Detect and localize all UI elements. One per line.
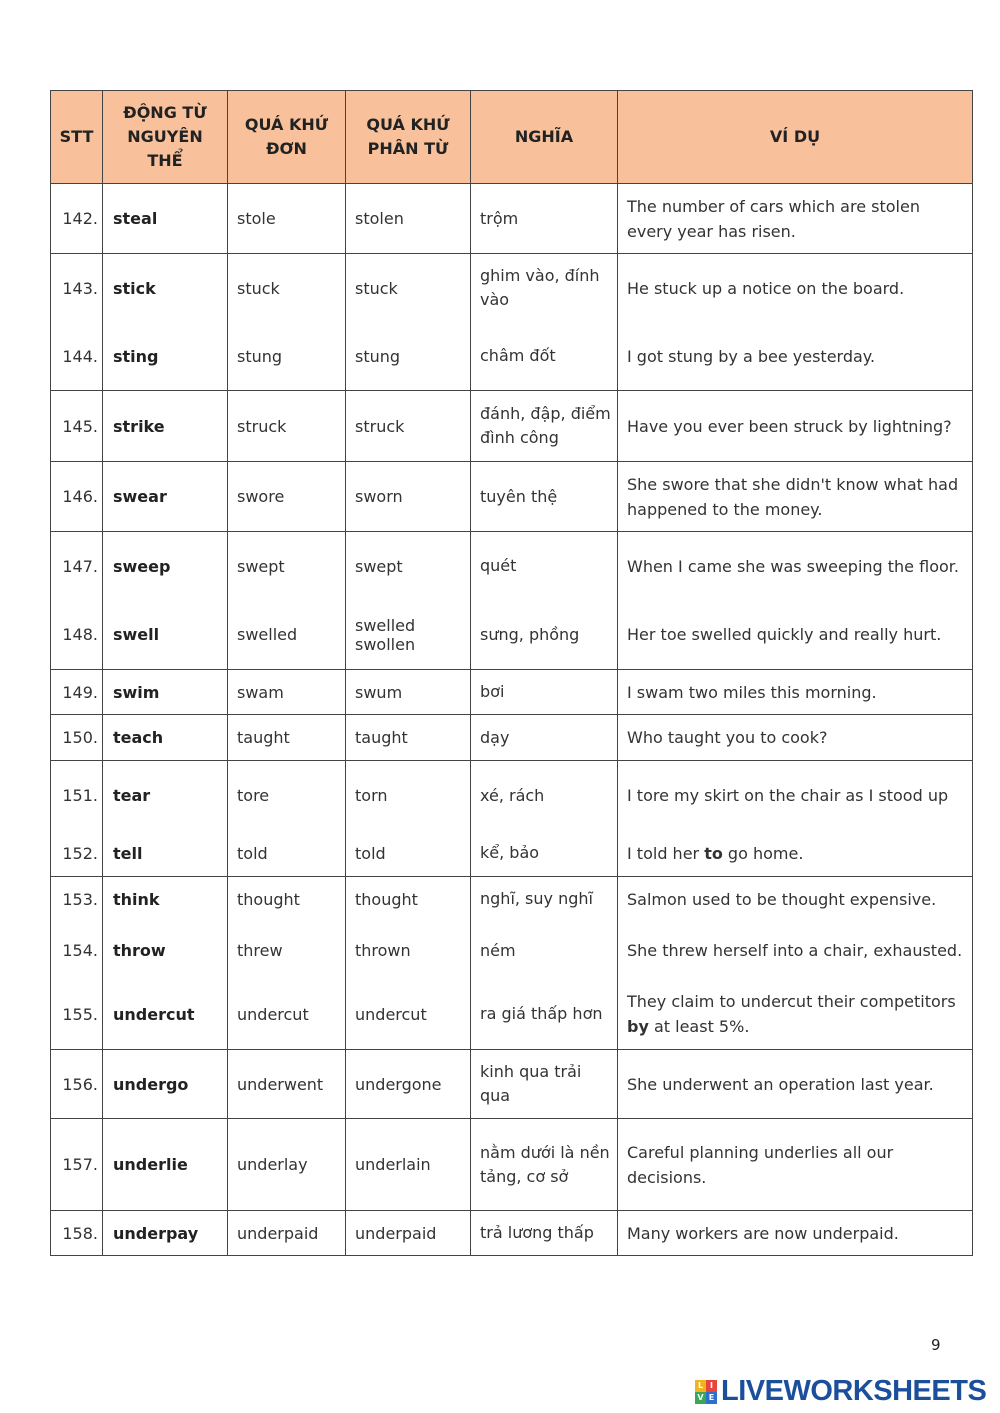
verb-past-simple: taught [228, 715, 346, 761]
verb-past-simple: stole [228, 184, 346, 254]
verb-past-participle: swelled swollen [346, 601, 471, 670]
example-text: They claim to undercut their competitors [627, 992, 956, 1012]
header-example: VÍ DỤ [618, 91, 973, 184]
verb-infinitive: tell [103, 831, 228, 877]
verb-infinitive: swell [103, 601, 228, 670]
example-emphasis: to [704, 843, 723, 863]
verb-past-participle: undergone [346, 1050, 471, 1119]
verb-example: I tore my skirt on the chair as I stood up [618, 761, 973, 831]
page-number: 9 [931, 1336, 941, 1354]
verb-past-simple: swore [228, 462, 346, 532]
verb-example: She threw herself into a chair, exhausted. [618, 922, 973, 980]
verb-infinitive: swear [103, 462, 228, 532]
verb-meaning: quét [471, 532, 618, 601]
table-row [51, 532, 973, 601]
verb-infinitive: steal [103, 184, 228, 254]
table-row [51, 1050, 973, 1119]
verb-past-participle: taught [346, 715, 471, 761]
table-row [51, 877, 973, 922]
header-past-participle: QUÁ KHỨ PHÂN TỪ [346, 91, 471, 184]
verb-past-participle: stuck [346, 254, 471, 323]
verb-infinitive: underlie [103, 1119, 228, 1211]
verb-meaning: trả lương thấp [471, 1211, 618, 1256]
verb-infinitive: teach [103, 715, 228, 761]
row-number: 158. [51, 1211, 103, 1256]
verb-meaning: dạy [471, 715, 618, 761]
verb-meaning: tuyên thệ [471, 462, 618, 532]
table-row [51, 462, 973, 532]
row-number: 154. [51, 922, 103, 980]
verb-past-participle: undercut [346, 980, 471, 1050]
verb-past-simple: underlay [228, 1119, 346, 1211]
logo-mark-icon [695, 1380, 717, 1404]
verb-meaning: ghim vào, đính vào [471, 254, 618, 323]
row-number: 144. [51, 323, 103, 391]
table-row [51, 1211, 973, 1256]
logo-letter: V [695, 1392, 706, 1404]
verb-example: He stuck up a notice on the board. [618, 254, 973, 323]
verb-past-participle: swept [346, 532, 471, 601]
verb-example: Careful planning underlies all our decisions. [618, 1119, 973, 1211]
verb-past-simple: undercut [228, 980, 346, 1050]
logo-letter: E [706, 1392, 717, 1404]
verb-example: She underwent an operation last year. [618, 1050, 973, 1119]
verb-meaning: đánh, đập, điểm đình công [471, 391, 618, 462]
row-number: 151. [51, 761, 103, 831]
example-text: I told her [627, 843, 705, 863]
verb-past-simple: told [228, 831, 346, 877]
verb-past-participle: stung [346, 323, 471, 391]
row-number: 147. [51, 532, 103, 601]
table-row [51, 323, 973, 391]
logo-letter: L [695, 1380, 706, 1392]
verb-infinitive: think [103, 877, 228, 922]
brand-name: LIVEWORKSHEETS [721, 1375, 987, 1407]
example-text: go home. [722, 843, 804, 863]
row-number: 142. [51, 184, 103, 254]
row-number: 143. [51, 254, 103, 323]
verb-past-simple: underpaid [228, 1211, 346, 1256]
verb-example [618, 831, 973, 877]
table-row [51, 715, 973, 761]
verb-example: Many workers are now underpaid. [618, 1211, 973, 1256]
liveworksheets-logo [695, 1375, 986, 1408]
verb-past-simple: underwent [228, 1050, 346, 1119]
row-number: 146. [51, 462, 103, 532]
table-row [51, 831, 973, 877]
verb-example: She swore that she didn't know what had happened to the money. [618, 462, 973, 532]
example-emphasis: by [627, 1017, 649, 1037]
header-stt: STT [51, 91, 103, 184]
verb-past-participle: stolen [346, 184, 471, 254]
verb-meaning: ra giá thấp hơn [471, 980, 618, 1050]
verb-meaning: châm đốt [471, 323, 618, 391]
header-infinitive: ĐỘNG TỪ NGUYÊN THỂ [103, 91, 228, 184]
row-number: 149. [51, 670, 103, 715]
table-row [51, 601, 973, 670]
table-row [51, 391, 973, 462]
header-past-simple: QUÁ KHỨ ĐƠN [228, 91, 346, 184]
row-number: 157. [51, 1119, 103, 1211]
verb-meaning: bơi [471, 670, 618, 715]
row-number: 148. [51, 601, 103, 670]
verb-infinitive: undercut [103, 980, 228, 1050]
verb-past-simple: stuck [228, 254, 346, 323]
verb-past-participle: thrown [346, 922, 471, 980]
table-body [51, 184, 973, 1256]
verb-past-participle: torn [346, 761, 471, 831]
irregular-verbs-table [50, 90, 973, 1256]
verb-infinitive: underpay [103, 1211, 228, 1256]
row-number: 152. [51, 831, 103, 877]
verb-meaning: kể, bảo [471, 831, 618, 877]
verb-example: I swam two miles this morning. [618, 670, 973, 715]
table-row [51, 1119, 973, 1211]
verb-past-simple: struck [228, 391, 346, 462]
verb-past-simple: swam [228, 670, 346, 715]
table-row [51, 761, 973, 831]
verb-infinitive: sting [103, 323, 228, 391]
verb-infinitive: undergo [103, 1050, 228, 1119]
verb-infinitive: tear [103, 761, 228, 831]
verb-past-simple: swelled [228, 601, 346, 670]
verb-meaning: kinh qua trải qua [471, 1050, 618, 1119]
verb-example: Have you ever been struck by lightning? [618, 391, 973, 462]
verb-past-participle: told [346, 831, 471, 877]
row-number: 150. [51, 715, 103, 761]
verb-infinitive: swim [103, 670, 228, 715]
verb-past-participle: thought [346, 877, 471, 922]
verb-past-simple: stung [228, 323, 346, 391]
verb-meaning: trộm [471, 184, 618, 254]
example-text: at least 5%. [648, 1017, 750, 1037]
verb-infinitive: sweep [103, 532, 228, 601]
verb-past-participle: sworn [346, 462, 471, 532]
verb-example: When I came she was sweeping the floor. [618, 532, 973, 601]
verb-example: Who taught you to cook? [618, 715, 973, 761]
verb-meaning: xé, rách [471, 761, 618, 831]
table-row [51, 922, 973, 980]
row-number: 153. [51, 877, 103, 922]
verb-past-participle: swum [346, 670, 471, 715]
logo-letter: I [706, 1380, 717, 1392]
verb-example: The number of cars which are stolen every year has risen. [618, 184, 973, 254]
verb-example: Her toe swelled quickly and really hurt. [618, 601, 973, 670]
verb-example: Salmon used to be thought expensive. [618, 877, 973, 922]
table-row [51, 980, 973, 1050]
verb-meaning: nghĩ, suy nghĩ [471, 877, 618, 922]
table-row [51, 670, 973, 715]
verb-past-simple: threw [228, 922, 346, 980]
verb-example: I got stung by a bee yesterday. [618, 323, 973, 391]
verb-past-simple: swept [228, 532, 346, 601]
verb-past-simple: tore [228, 761, 346, 831]
table-row [51, 184, 973, 254]
verb-example [618, 980, 973, 1050]
verb-past-participle: underpaid [346, 1211, 471, 1256]
verb-infinitive: strike [103, 391, 228, 462]
row-number: 145. [51, 391, 103, 462]
verb-meaning: nằm dưới là nền tảng, cơ sở [471, 1119, 618, 1211]
row-number: 155. [51, 980, 103, 1050]
verb-meaning: sưng, phồng [471, 601, 618, 670]
verb-infinitive: throw [103, 922, 228, 980]
row-number: 156. [51, 1050, 103, 1119]
verb-past-participle: struck [346, 391, 471, 462]
verb-meaning: ném [471, 922, 618, 980]
table-header-row [51, 91, 973, 184]
verb-infinitive: stick [103, 254, 228, 323]
table-row [51, 254, 973, 323]
verb-past-simple: thought [228, 877, 346, 922]
header-meaning: NGHĨA [471, 91, 618, 184]
verb-past-participle: underlain [346, 1119, 471, 1211]
